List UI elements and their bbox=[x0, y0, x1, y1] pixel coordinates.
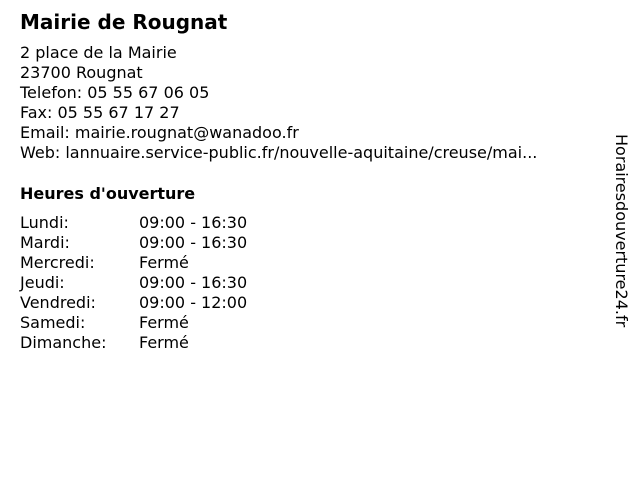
time-value: Fermé bbox=[139, 313, 189, 332]
day-label: Mercredi: bbox=[20, 253, 95, 272]
hours-row-monday bbox=[20, 213, 320, 233]
day-label: Jeudi: bbox=[20, 273, 65, 292]
day-label: Lundi: bbox=[20, 213, 69, 232]
website-link: Web: lannuaire.service-public.fr/nouvelle-aquitaine/creuse/mai... bbox=[20, 143, 538, 162]
time-value: 09:00 - 16:30 bbox=[139, 233, 248, 252]
opening-hours-table bbox=[20, 213, 320, 353]
address-line-street: 2 place de la Mairie bbox=[20, 43, 177, 62]
time-value: Fermé bbox=[139, 253, 189, 272]
time-value: 09:00 - 16:30 bbox=[139, 273, 248, 292]
email-address: Email: mairie.rougnat@wanadoo.fr bbox=[20, 123, 299, 142]
hours-row-wednesday bbox=[20, 253, 320, 273]
page-title: Mairie de Rougnat bbox=[20, 10, 228, 34]
day-label: Vendredi: bbox=[20, 293, 96, 312]
opening-hours-heading: Heures d'ouverture bbox=[20, 184, 196, 203]
time-value: Fermé bbox=[139, 333, 189, 352]
hours-row-friday bbox=[20, 293, 320, 313]
brand-watermark: Horairesdouverture24.fr bbox=[612, 134, 631, 328]
hours-row-sunday bbox=[20, 333, 320, 353]
time-value: 09:00 - 16:30 bbox=[139, 213, 248, 232]
time-value: 09:00 - 12:00 bbox=[139, 293, 248, 312]
day-label: Samedi: bbox=[20, 313, 86, 332]
phone-number: Telefon: 05 55 67 06 05 bbox=[20, 83, 210, 102]
hours-row-thursday bbox=[20, 273, 320, 293]
fax-number: Fax: 05 55 67 17 27 bbox=[20, 103, 180, 122]
day-label: Dimanche: bbox=[20, 333, 107, 352]
hours-row-tuesday bbox=[20, 233, 320, 253]
hours-row-saturday bbox=[20, 313, 320, 333]
day-label: Mardi: bbox=[20, 233, 70, 252]
contact-info bbox=[20, 43, 537, 163]
address-line-city: 23700 Rougnat bbox=[20, 63, 143, 82]
